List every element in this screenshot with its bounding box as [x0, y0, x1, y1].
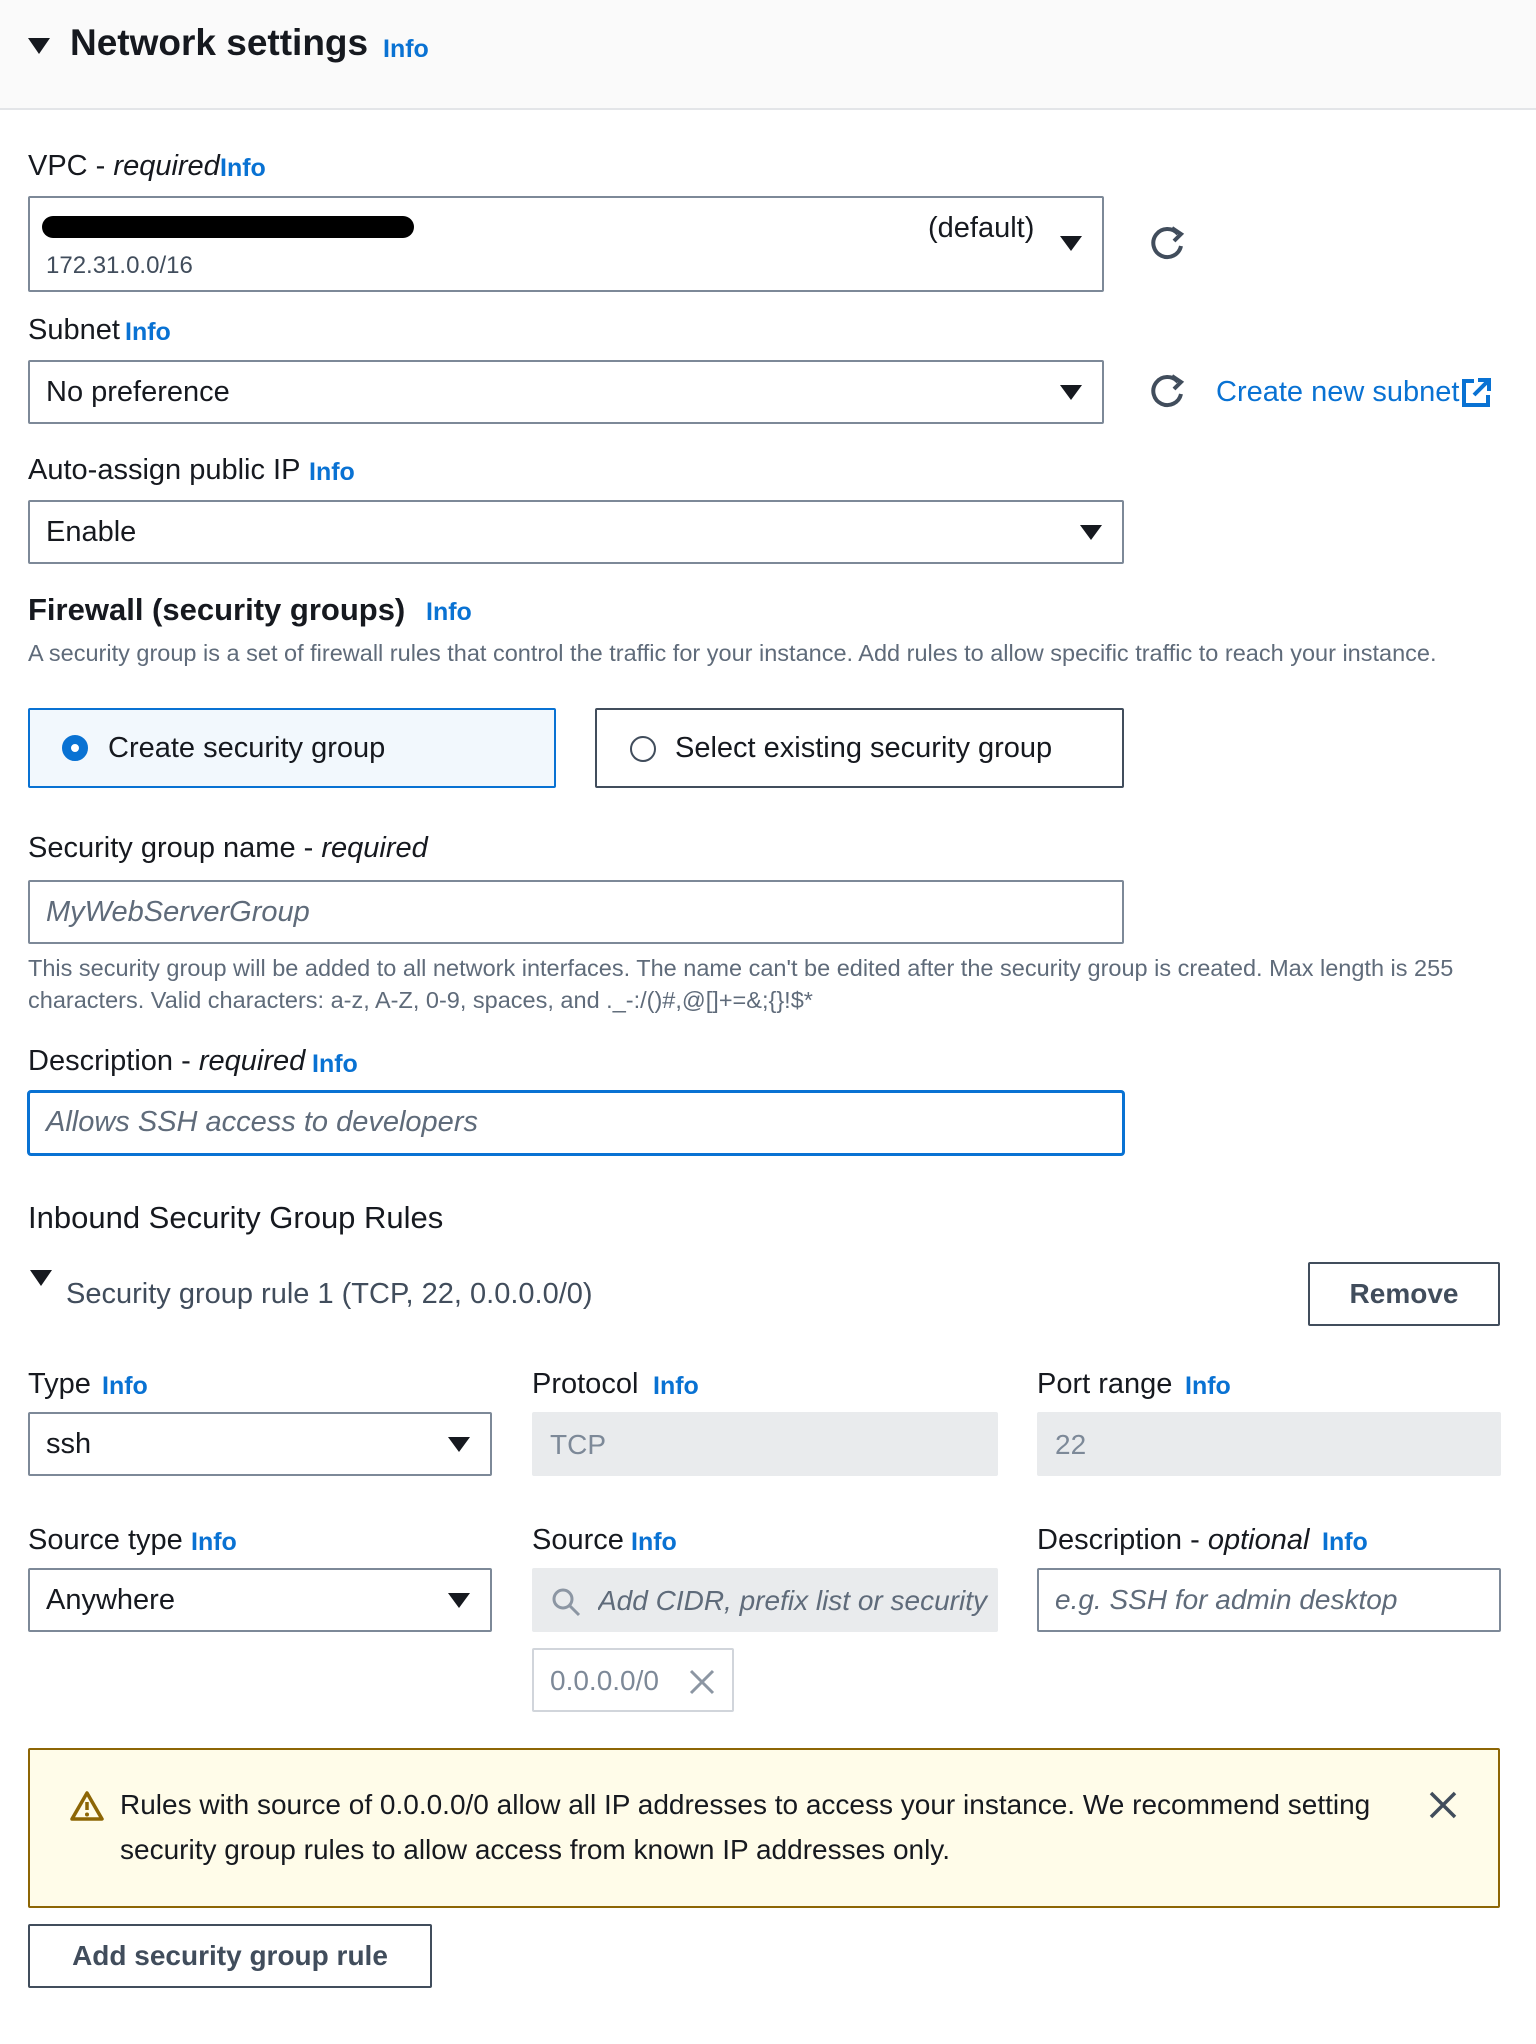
warning-icon	[70, 1790, 104, 1827]
sg-name-hint: This security group will be added to all network interfaces. The name can't be edited after the security group is created. Max length is 255 characters. Valid characters: a-z, A-Z, 0-9, spaces, and ._-:/()#,@[]+=&;{}!$*	[28, 955, 1454, 1013]
section-header	[0, 0, 1536, 110]
source-token	[532, 1648, 734, 1712]
source-info-link[interactable]: Info	[631, 1528, 677, 1556]
type-value: ssh	[46, 1428, 92, 1460]
vpc-info-link[interactable]: Info	[220, 154, 266, 182]
header-info-link[interactable]: Info	[383, 35, 429, 63]
dismiss-warning-icon[interactable]	[1428, 1790, 1458, 1825]
subnet-info-link[interactable]: Info	[125, 318, 171, 346]
dropdown-arrow-icon	[1060, 385, 1082, 400]
vpc-label: VPC - required	[28, 150, 220, 182]
source-type-info-link[interactable]: Info	[191, 1528, 237, 1556]
source-input[interactable]	[532, 1568, 998, 1632]
protocol-label: Protocol	[532, 1368, 639, 1400]
protocol-value: TCP	[550, 1429, 606, 1460]
rule-collapse-caret-icon[interactable]	[30, 1270, 52, 1286]
sg-name-label: Security group name - required	[28, 832, 428, 864]
port-range-info-link[interactable]: Info	[1185, 1372, 1231, 1400]
inbound-rules-title: Inbound Security Group Rules	[28, 1200, 444, 1235]
rule-title: Security group rule 1 (TCP, 22, 0.0.0.0/0)	[66, 1278, 593, 1310]
source-type-select[interactable]	[28, 1568, 492, 1632]
type-select[interactable]	[28, 1412, 492, 1476]
refresh-subnet-icon[interactable]	[1148, 372, 1188, 417]
source-placeholder: Add CIDR, prefix list or security	[598, 1585, 987, 1616]
rule-description-info-link[interactable]: Info	[1322, 1528, 1368, 1556]
warning-text: Rules with source of 0.0.0.0/0 allow all IP addresses to access your instance. We recommend setting security group rules to allow access from known IP addresses only.	[120, 1789, 1371, 1865]
remove-rule-button[interactable]: Remove	[1308, 1262, 1500, 1326]
dropdown-arrow-icon	[1060, 236, 1082, 251]
source-token-value: 0.0.0.0/0	[550, 1665, 659, 1696]
dropdown-arrow-icon	[448, 1593, 470, 1608]
subnet-select[interactable]	[28, 360, 1104, 424]
source-type-value: Anywhere	[46, 1584, 175, 1616]
warning-alert	[28, 1748, 1500, 1908]
rule-description-input[interactable]	[1037, 1568, 1501, 1632]
port-range-field	[1037, 1412, 1501, 1476]
search-icon	[550, 1586, 582, 1623]
collapse-caret-icon[interactable]	[28, 38, 50, 54]
type-label: Type	[28, 1368, 91, 1400]
type-info-link[interactable]: Info	[102, 1372, 148, 1400]
dropdown-arrow-icon	[448, 1437, 470, 1452]
source-type-label: Source type	[28, 1524, 183, 1556]
sg-description-input[interactable]	[27, 1090, 1125, 1156]
remove-token-icon[interactable]	[688, 1668, 716, 1701]
subnet-value: No preference	[46, 376, 230, 408]
protocol-info-link[interactable]: Info	[653, 1372, 699, 1400]
sg-description-label: Description - required	[28, 1045, 306, 1077]
auto-ip-select[interactable]	[28, 500, 1124, 564]
protocol-field	[532, 1412, 998, 1476]
firewall-title: Firewall (security groups)	[28, 592, 406, 627]
sg-name-input[interactable]	[28, 880, 1124, 944]
vpc-select[interactable]	[28, 196, 1104, 292]
radio-unselected-icon	[630, 736, 656, 762]
subnet-label: Subnet	[28, 314, 120, 346]
vpc-cidr: 172.31.0.0/16	[46, 252, 193, 279]
radio-selected-icon	[62, 735, 88, 761]
firewall-info-link[interactable]: Info	[426, 598, 472, 626]
dropdown-arrow-icon	[1080, 525, 1102, 540]
create-security-group-option[interactable]	[28, 708, 556, 788]
port-range-value: 22	[1055, 1429, 1087, 1460]
select-existing-option[interactable]	[595, 708, 1124, 788]
port-range-label: Port range	[1037, 1368, 1173, 1400]
auto-ip-info-link[interactable]: Info	[309, 458, 355, 486]
sg-name-placeholder: MyWebServerGroup	[46, 896, 310, 928]
auto-ip-value: Enable	[46, 516, 137, 548]
rule-description-label: Description - optional	[1037, 1524, 1310, 1556]
sg-description-info-link[interactable]: Info	[312, 1050, 358, 1078]
redacted-vpc-id	[42, 216, 414, 238]
firewall-description: A security group is a set of firewall rules that control the traffic for your instance. Add rules to allow specific traffic to reach your instance.	[28, 640, 1437, 666]
rule-description-placeholder: e.g. SSH for admin desktop	[1055, 1584, 1398, 1615]
sg-description-placeholder: Allows SSH access to developers	[46, 1106, 478, 1138]
vpc-default-tag: (default)	[928, 212, 1035, 244]
create-option-label: Create security group	[108, 732, 386, 764]
auto-ip-label: Auto-assign public IP	[28, 454, 301, 486]
select-option-label: Select existing security group	[675, 732, 1053, 764]
external-link-icon	[1460, 377, 1492, 414]
source-label: Source	[532, 1524, 624, 1556]
add-security-group-rule-button[interactable]: Add security group rule	[28, 1924, 432, 1988]
refresh-vpc-icon[interactable]	[1148, 224, 1188, 269]
section-title: Network settings	[70, 22, 369, 63]
create-new-subnet-link[interactable]: Create new subnet	[1216, 376, 1460, 408]
